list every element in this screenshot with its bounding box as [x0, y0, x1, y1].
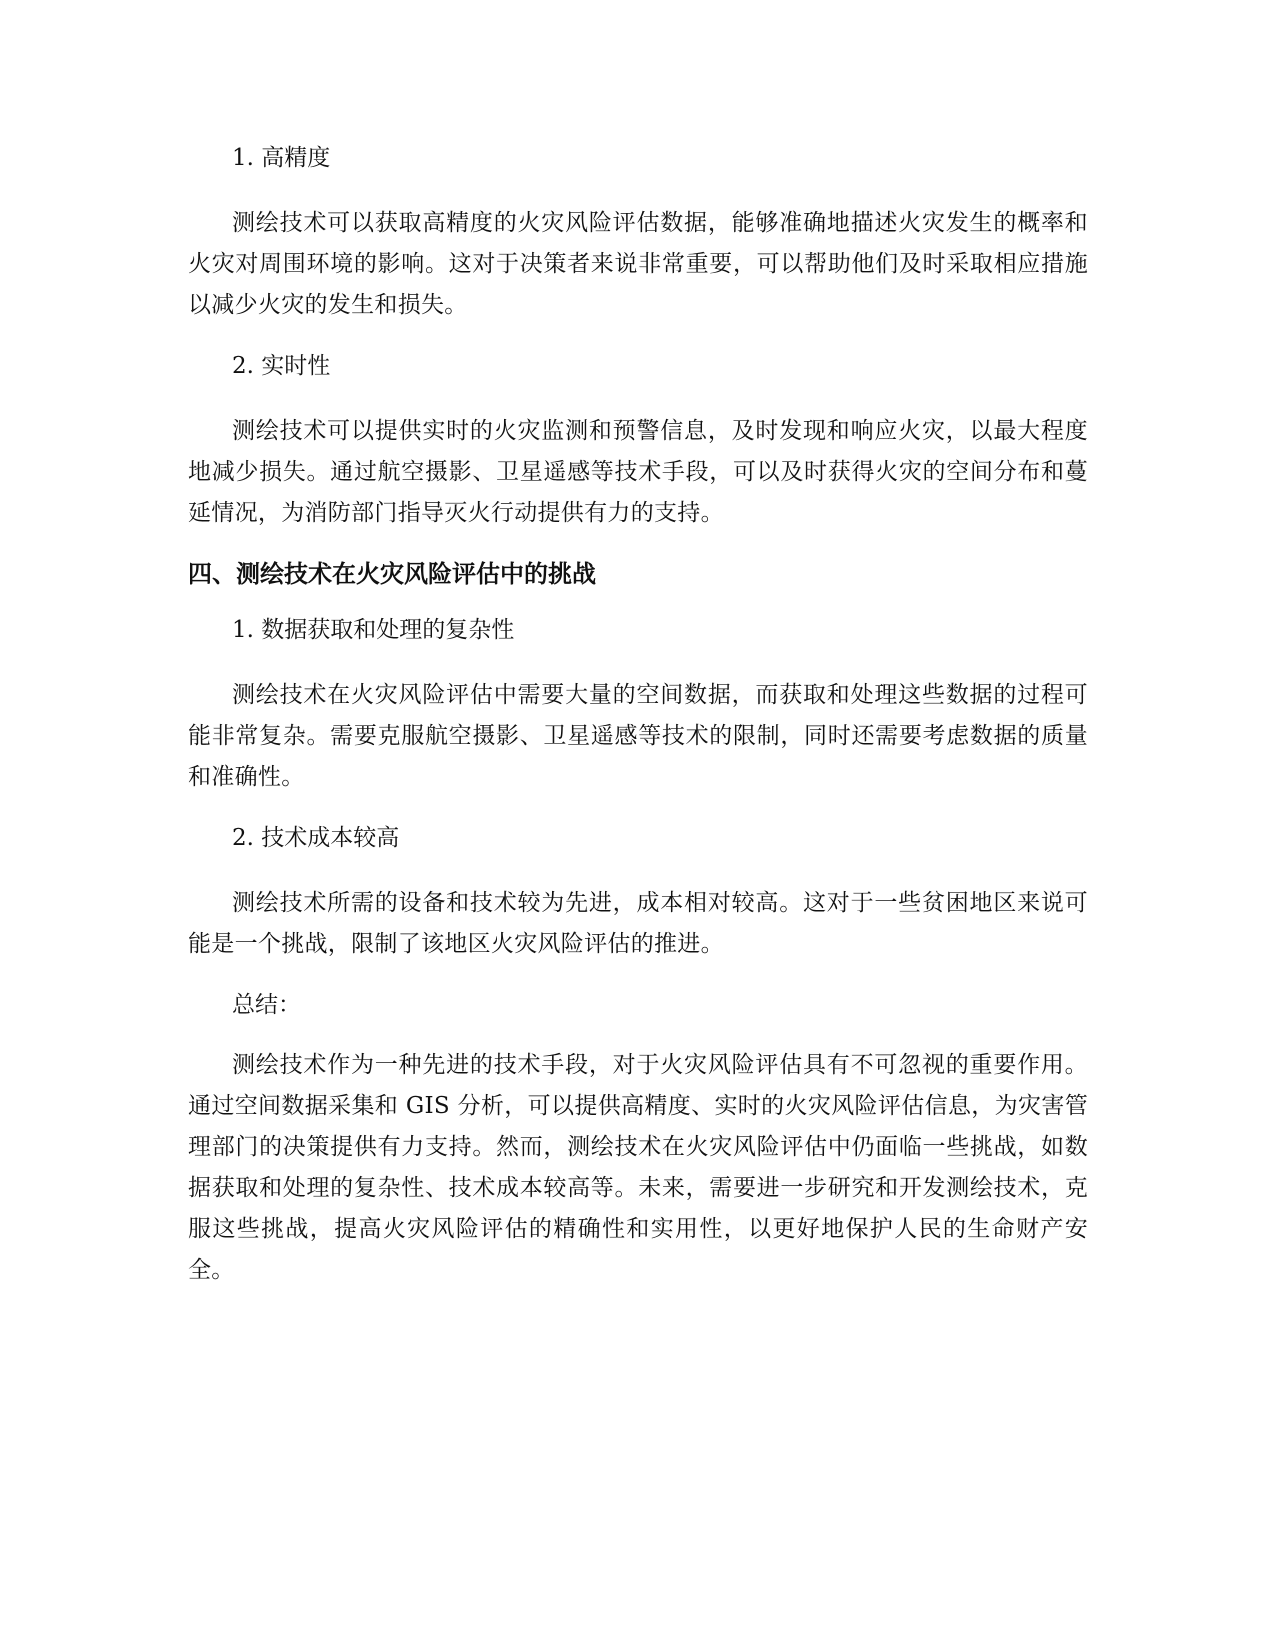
item-heading-cost: 2. 技术成本较高 [232, 825, 400, 851]
document-page [188, 140, 1088, 1313]
summary-label: 总结： [232, 992, 301, 1018]
paragraph-precision: 测绘技术可以获取高精度的火灾风险评估数据，能够准确地描述火灾发生的概率和火灾对周围环境的影响。这对于决策者来说非常重要，可以帮助他们及时采取相应措施以减少火灾的发生和损失。 [188, 210, 1088, 318]
item-heading-data-complexity: 1. 数据获取和处理的复杂性 [232, 617, 515, 643]
section-title-challenges: 四、测绘技术在火灾风险评估中的挑战 [188, 560, 596, 588]
paragraph-cost: 测绘技术所需的设备和技术较为先进，成本相对较高。这对于一些贫困地区来说可能是一个挑战，限制了该地区火灾风险评估的推进。 [188, 890, 1088, 957]
paragraph-realtime: 测绘技术可以提供实时的火灾监测和预警信息，及时发现和响应火灾，以最大程度地减少损失。通过航空摄影、卫星遥感等技术手段，可以及时获得火灾的空间分布和蔓延情况，为消防部门指导灭火行动提供有力的支持。 [188, 418, 1088, 526]
item-heading-realtime: 2. 实时性 [232, 353, 331, 379]
paragraph-data-complexity: 测绘技术在火灾风险评估中需要大量的空间数据，而获取和处理这些数据的过程可能非常复杂。需要克服航空摄影、卫星遥感等技术的限制，同时还需要考虑数据的质量和准确性。 [188, 682, 1088, 790]
item-heading-precision: 1. 高精度 [232, 145, 331, 171]
paragraph-summary: 测绘技术作为一种先进的技术手段，对于火灾风险评估具有不可忽视的重要作用。通过空间数据采集和 GIS 分析，可以提供高精度、实时的火灾风险评估信息，为灾害管理部门的决策提供有力支持。然而，测绘技术在火灾风险评估中仍面临一些挑战，如数据获取和处理的复杂性、技术成本较高等。未来，需要进一步研究和开发测绘技术，克服这些挑战，提高火灾风险评估的精确性和实用性，以更好地保护人民的生命财产安全。 [188, 1052, 1088, 1283]
